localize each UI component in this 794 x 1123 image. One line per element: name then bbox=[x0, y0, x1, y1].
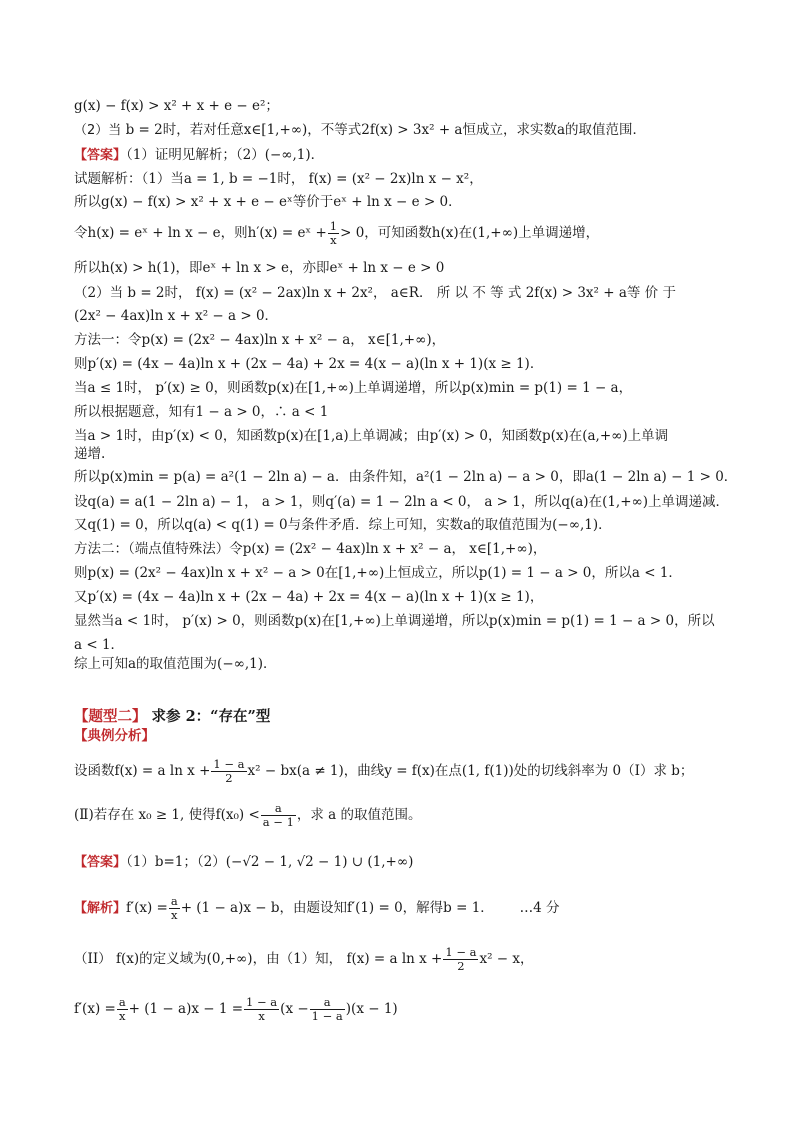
text-line: 方法二：（端点值特殊法）令p(x) = (2x² − 4ax)ln x + x² − a， x∈[1,+∞)， bbox=[74, 541, 547, 557]
fraction: $\frac{1 - a}{2}$ bbox=[213, 757, 245, 785]
text-line: a < 1． bbox=[74, 637, 125, 653]
text-line: 试题解析：（1）当a = 1, b = −1时， f(x) = (x² − 2x)ln x − x²， bbox=[74, 171, 483, 187]
text-line: (2x² − 4ax)ln x + x² − a > 0． bbox=[74, 308, 279, 324]
text-line: 显然当a < 1时， p′(x) > 0，则函数p(x)在[1,+∞)上单调递增，所以p(x)min = p(1) = 1 − a > 0，所以 bbox=[74, 613, 715, 629]
text-line: （II） f(x)的定义域为(0,+∞)，由（1）知， f(x) = a ln x + $\frac{1 - a}{2}$ x² − x， bbox=[74, 945, 534, 973]
text-line: 设函数f(x) = a ln x + $\frac{1 - a}{2}$ x² − bx(a ≠ 1)，曲线y = f(x)在点(1, f(1))处的切线斜率为 0（Ⅰ）求 b； bbox=[74, 757, 694, 785]
text-line: 当a ≤ 1时， p′(x) ≥ 0，则函数p(x)在[1,+∞)上单调递增，所以p(x)min = p(1) = 1 − a， bbox=[74, 380, 633, 396]
text-line: 设q(a) = a(1 − 2ln a) − 1， a > 1，则q′(a) = 1 − 2ln a < 0， a > 1，所以q(a)在(1,+∞)上单调递减． bbox=[74, 494, 730, 510]
fraction: $\frac{a}{1 - a}$ bbox=[311, 995, 343, 1023]
fraction: $\frac{a}{x}$ bbox=[170, 894, 178, 922]
fraction: $\frac{1}{x}$ bbox=[329, 219, 338, 247]
text-line: f′(x) = $\frac{a}{x}$ + (1 − a)x − 1 = $\frac{1 - a}{x}$ (x − $\frac{a}{1 - a}$ )(x − 1) bbox=[74, 995, 398, 1023]
text-line: 递增. bbox=[74, 446, 106, 462]
text-line: 当a > 1时，由p′(x) < 0，知函数p(x)在[1,a)上单调减；由p′(x) > 0，知函数p(x)在(a,+∞)上单调 bbox=[74, 428, 669, 444]
text-line: 又p′(x) = (4x − 4a)ln x + (2x − 4a) + 2x = 4(x − a)(ln x + 1)(x ≥ 1)， bbox=[74, 589, 544, 605]
text-line: （2）当 b = 2时， f(x) = (x² − 2ax)ln x + 2x²， a∈R． 所 以 不 等 式 2f(x) > 3x² + a等 价 于 bbox=[74, 285, 676, 301]
text-line: g(x) − f(x) > x² + x + e − e²； bbox=[74, 98, 279, 114]
text-line: 所以h(x) > h(1)，即eˣ + ln x > e，亦即eˣ + ln x − e > 0 bbox=[74, 260, 445, 276]
text-line: 又q(1) = 0，所以q(a) < q(1) = 0与条件矛盾．综上可知，实数a的取值范围为(−∞,1)． bbox=[74, 517, 612, 533]
fraction: $\frac{1 - a}{x}$ bbox=[246, 995, 278, 1023]
fraction: $\frac{1 - a}{2}$ bbox=[445, 945, 477, 973]
answer-line: 【答案】（1）证明见解析；（2）(−∞,1)． bbox=[74, 147, 325, 163]
text-line: 令h(x) = eˣ + ln x − e，则h′(x) = eˣ + $\frac{1}{x}$ > 0，可知函数h(x)在(1,+∞)上单调递增， bbox=[74, 219, 600, 247]
example-tag: 【典例分析】 bbox=[74, 728, 155, 744]
text-line: (Ⅱ)若存在 x₀ ≥ 1, 使得f(x₀) < $\frac{a}{a - 1}$ ，求 a 的取值范围。 bbox=[74, 801, 422, 829]
answer-line: 【答案】（1）b=1；（2）(−√2 − 1, √2 − 1) ∪ (1,+∞) bbox=[74, 854, 414, 870]
text-line: 【解析】f′(x) = $\frac{a}{x}$ + (1 − a)x − b，由题设知f′(1) = 0，解得b = 1． …4 分 bbox=[74, 894, 560, 922]
text-line: 则p′(x) = (4x − 4a)ln x + (2x − 4a) + 2x = 4(x − a)(ln x + 1)(x ≥ 1)． bbox=[74, 356, 544, 372]
fraction: $\frac{a}{a - 1}$ bbox=[262, 801, 294, 829]
text-line: （2）当 b = 2时，若对任意x∈[1,+∞)，不等式2f(x) > 3x² + a恒成立，求实数a的取值范围． bbox=[74, 122, 647, 138]
text-line: 所以p(x)min = p(a) = a²(1 − 2ln a) − a．由条件知，a²(1 − 2ln a) − a > 0，即a(1 − 2ln a) − 1 > 0． bbox=[74, 469, 738, 485]
text-line: 方法一：令p(x) = (2x² − 4ax)ln x + x² − a， x∈[1,+∞)， bbox=[74, 332, 446, 348]
section-heading: 【题型二】 求参 2：“存在”型 bbox=[74, 708, 271, 725]
text-line: 则p(x) = (2x² − 4ax)ln x + x² − a > 0在[1,+∞)上恒成立，所以p(1) = 1 − a > 0，所以a < 1． bbox=[74, 565, 682, 581]
text-line: 所以根据题意，知有1 − a > 0，∴ a < 1 bbox=[74, 404, 329, 420]
text-line: 综上可知a的取值范围为(−∞,1)． bbox=[74, 656, 277, 672]
text-line: 所以g(x) − f(x) > x² + x + e − eˣ等价于eˣ + ln x − e > 0． bbox=[74, 194, 462, 210]
fraction: $\frac{a}{x}$ bbox=[118, 995, 126, 1023]
